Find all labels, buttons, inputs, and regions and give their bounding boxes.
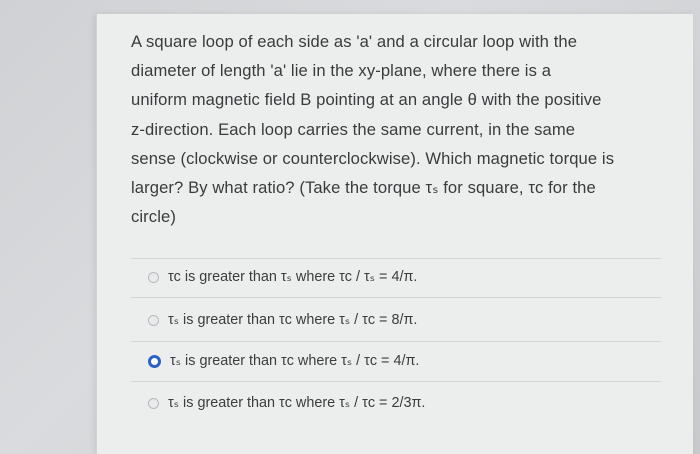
answer-option-label: τᴄ is greater than τₛ where τᴄ / τₛ = 4/π. [168,269,418,285]
answer-option-label: τₛ is greater than τᴄ where τₛ / τᴄ = 4/π. [170,353,420,369]
answer-option-4[interactable] [148,391,425,415]
question-line: A square loop of each side as 'a' and a circular loop with the [131,32,578,51]
radio-button[interactable] [148,272,159,283]
radio-button[interactable] [148,398,159,409]
question-line: sense (clockwise or counterclockwise). Which magnetic torque is [131,148,615,168]
answer-option-label: τₛ is greater than τᴄ where τₛ / τᴄ = 8/π. [168,312,418,328]
question-line: circle) [131,207,176,227]
question-line: diameter of length 'a' lie in the xy-plane, where there is a [131,61,552,81]
question-line: larger? By what ratio? (Take the torque τₛ for square, τᴄ for the [131,178,596,198]
option-divider [131,297,661,298]
answer-option-2[interactable] [148,308,417,332]
answer-option-3[interactable] [148,349,419,373]
answer-option-label: τₛ is greater than τᴄ where τₛ / τᴄ = 2/3π. [168,395,426,411]
question-line: uniform magnetic field B pointing at an angle θ with the positive [131,90,602,110]
radio-button[interactable] [148,315,159,326]
option-divider [131,258,661,259]
radio-button-selected[interactable] [148,355,161,368]
option-divider [131,341,661,342]
option-divider [131,381,661,382]
question-text [131,27,671,231]
question-line: z-direction. Each loop carries the same current, in the same [131,119,576,139]
answer-option-1[interactable] [148,265,417,289]
